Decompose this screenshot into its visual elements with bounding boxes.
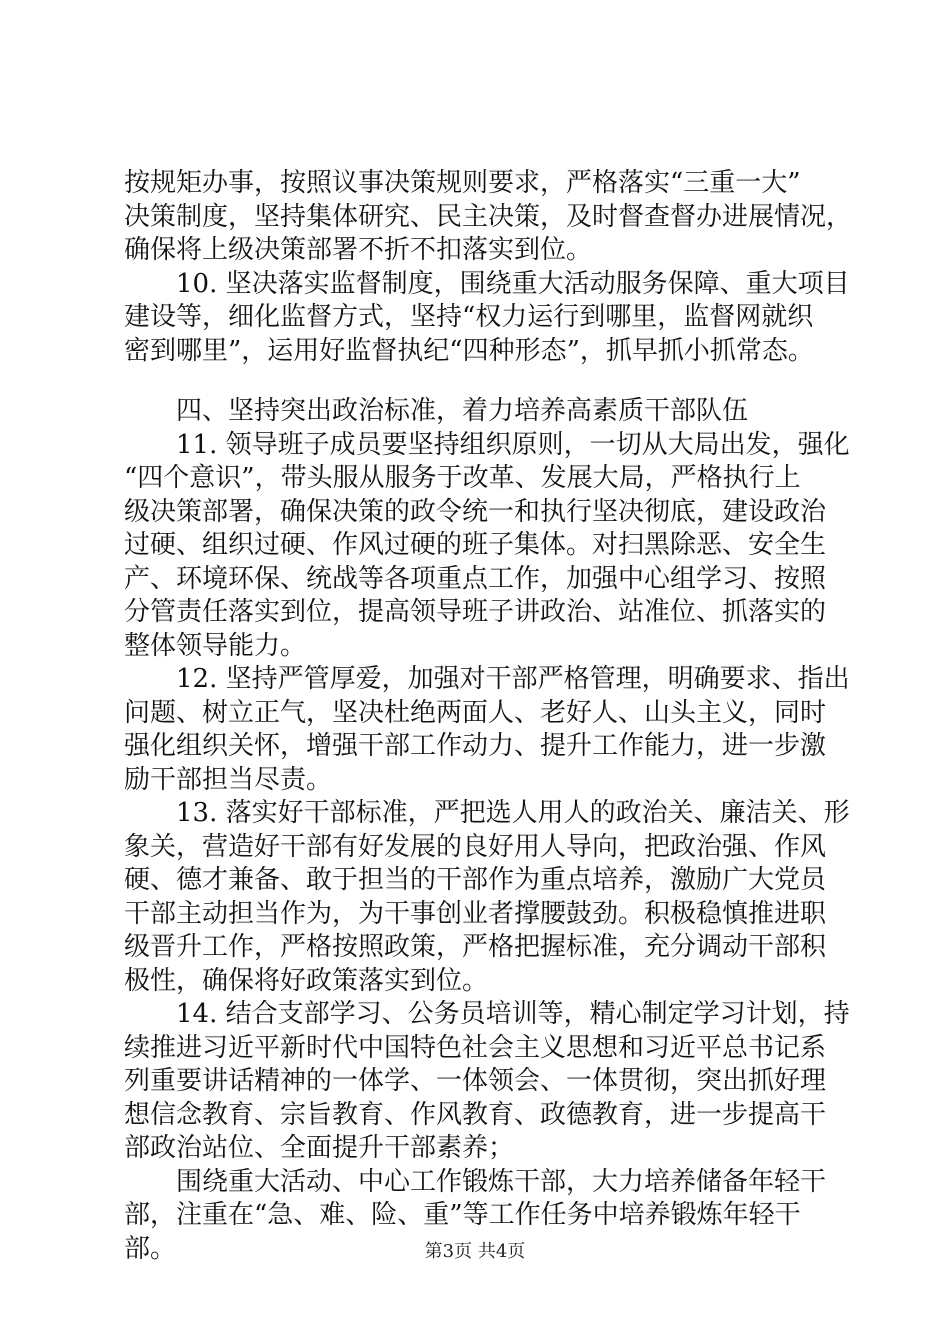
text-line: 围绕重大活动、中心工作锻炼干部，大力培养储备年轻干 <box>176 1166 827 1197</box>
text-line: 产、环境环保、统战等各项重点工作，加强中心组学习、按照 <box>124 563 827 594</box>
text-line: 想信念教育、宗旨教育、作风教育、政德教育，进一步提高干 <box>124 1099 827 1130</box>
document-body <box>124 167 853 1266</box>
text-line: 励干部担当尽责。 <box>124 764 333 795</box>
text-line: 11. 领导班子成员要坚持组织原则，一切从大局出发，强化 <box>176 429 850 460</box>
text-line: 整体领导能力。 <box>124 630 307 661</box>
text-line: 确保将上级决策部署不折不扣落实到位。 <box>124 235 593 265</box>
text-line: 12. 坚持严管厚爱，加强对干部严格管理，明确要求、指出 <box>176 664 850 694</box>
section-heading: 四、坚持突出政治标准，着力培养高素质干部队伍 <box>176 396 749 426</box>
text-line: 问题、树立正气，坚决杜绝两面人、老好人、山头主义，同时 <box>124 697 827 728</box>
text-line: 部政治站位、全面提升干部素养； <box>124 1133 515 1163</box>
text-line: 强化组织关怀，增强干部工作动力、提升工作能力，进一步激 <box>124 731 827 761</box>
text-line: 10. 坚决落实监督制度，围绕重大活动服务保障、重大项目 <box>176 268 850 299</box>
text-line: “四个意识”，带头服从服务于改革、发展大局，严格执行上 <box>124 463 801 493</box>
text-line: 13. 落实好干部标准，严把选人用人的政治关、廉洁关、形 <box>176 798 850 828</box>
text-line: 14. 结合支部学习、公务员培训等，精心制定学习计划，持 <box>176 999 850 1029</box>
text-line: 密到哪里”，运用好监督执纪“四种形态”，抓早抓小抓常态。 <box>124 335 814 366</box>
text-line: 部。 <box>124 1233 177 1264</box>
text-line: 级晋升工作，严格按照政策，严格把握标准，充分调动干部积 <box>124 932 827 962</box>
text-line: 决策制度，坚持集体研究、民主决策，及时督查督办进展情况， <box>124 201 853 232</box>
text-line: 硬、德才兼备、敢于担当的干部作为重点培养，激励广大党员 <box>124 865 827 895</box>
text-line: 建设等，细化监督方式，坚持“权力运行到哪里，监督网就织 <box>124 302 814 332</box>
text-line: 部，注重在“急、难、险、重”等工作任务中培养锻炼年轻干 <box>124 1200 801 1230</box>
page-number-footer: 第3页 共4页 <box>424 1241 526 1262</box>
text-line: 列重要讲话精神的一体学、一体领会、一体贯彻，突出抓好理 <box>124 1066 827 1096</box>
text-line: 象关，营造好干部有好发展的良好用人导向，把政治强、作风 <box>124 831 827 862</box>
text-line: 过硬、组织过硬、作风过硬的班子集体。对扫黑除恶、安全生 <box>124 530 827 560</box>
text-line: 按规矩办事，按照议事决策规则要求，严格落实“三重一大” <box>124 168 801 198</box>
text-line: 干部主动担当作为，为干事创业者撑腰鼓劲。积极稳慎推进职 <box>124 898 827 929</box>
text-line: 分管责任落实到位，提高领导班子讲政治、站准位、抓落实的 <box>124 597 827 627</box>
text-line: 极性，确保将好政策落实到位。 <box>124 965 489 996</box>
text-line: 续推进习近平新时代中国特色社会主义思想和习近平总书记系 <box>124 1032 827 1063</box>
text-line: 级决策部署，确保决策的政令统一和执行坚决彻底，建设政治 <box>124 496 827 527</box>
